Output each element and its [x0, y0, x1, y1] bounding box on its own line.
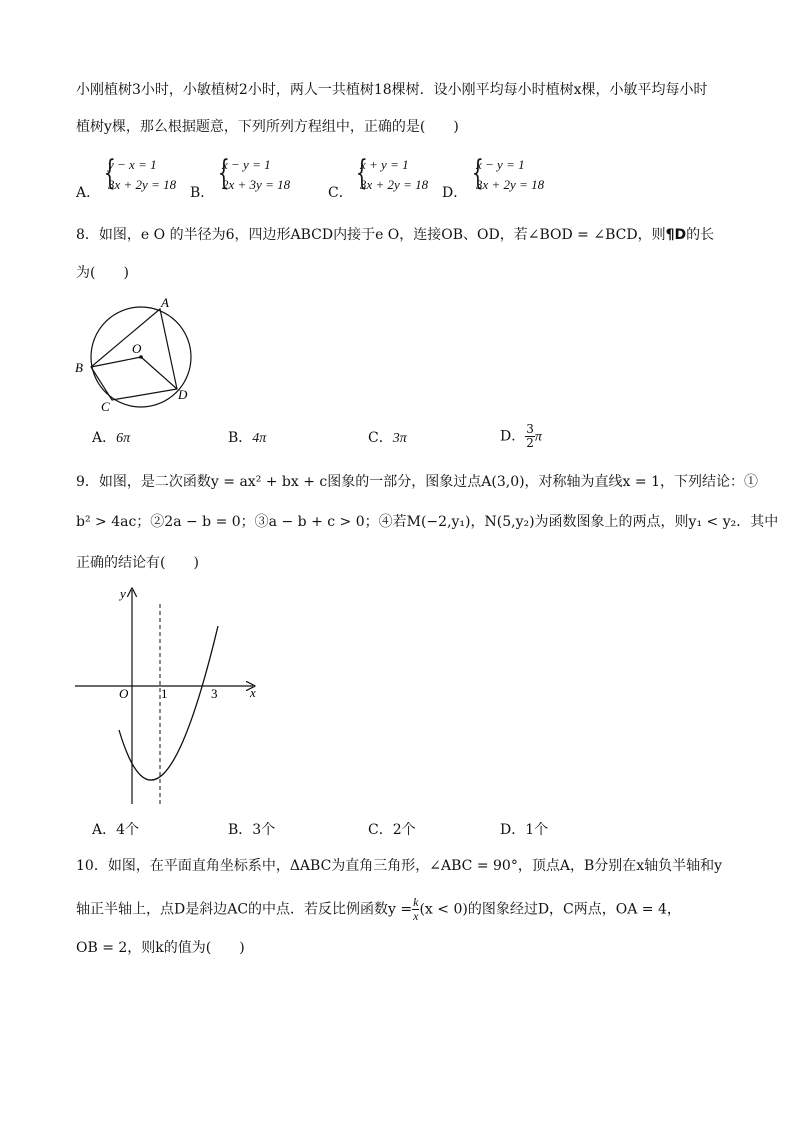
equation-system — [217, 153, 291, 195]
brace-icon: { — [471, 153, 484, 193]
label-o: O — [132, 341, 142, 356]
option-label: B． — [190, 185, 215, 201]
option-label: B． — [228, 430, 253, 446]
q8-option-c[interactable] — [368, 428, 407, 449]
q8-option-a[interactable] — [92, 428, 130, 449]
q8-circle-figure — [70, 295, 210, 420]
fraction-denominator: 2 — [526, 436, 534, 450]
brace-icon: { — [103, 153, 116, 193]
q8-stem-line2: 为( ) — [76, 265, 129, 281]
parabola-curve — [119, 626, 218, 780]
label-origin: O — [119, 686, 129, 701]
q9-option-b[interactable] — [228, 820, 275, 840]
brace-icon: { — [217, 153, 230, 193]
fraction-numerator: 3 — [526, 422, 534, 436]
equation-2: 3x + 2y = 18 — [360, 177, 429, 192]
fraction-denominator: x — [413, 909, 419, 923]
option-label: C． — [368, 822, 393, 838]
q10-stem-line3: OB = 2，则k的值为( ) — [76, 940, 245, 956]
label-three: 3 — [211, 686, 218, 701]
q7-stem-line1: 小刚植树3小时，小敏植树2小时，两人一共植树18棵树．设小刚平均每小时植树x棵，小敏平均每小时 — [76, 82, 708, 98]
label-d: D — [178, 387, 188, 402]
equation-system — [355, 153, 429, 195]
q9-option-a[interactable] — [92, 820, 139, 840]
q9-option-d[interactable] — [500, 820, 548, 840]
option-value: 3个 — [252, 822, 276, 838]
label-one: 1 — [161, 686, 168, 701]
equation-1: y − x = 1 — [108, 157, 157, 172]
equation-2: 3x + 2y = 18 — [476, 177, 545, 192]
option-label: A． — [92, 430, 117, 446]
segment-ob — [91, 357, 141, 367]
q8-option-b[interactable] — [228, 428, 266, 449]
option-value: 2个 — [392, 822, 416, 838]
option-value: 6π — [116, 431, 131, 446]
equation-1: x − y = 1 — [222, 157, 271, 172]
q10-stem-text-a: 轴正半轴上，点D是斜边AC的中点．若反比例函数y = — [76, 901, 413, 918]
option-value: 1个 — [525, 822, 549, 838]
option-value: 3π — [392, 431, 407, 446]
option-label: C． — [328, 185, 353, 201]
fraction — [525, 423, 535, 450]
equation-system — [471, 153, 545, 195]
q9-stem-line3: 正确的结论有( ) — [76, 555, 199, 571]
q9-option-c[interactable] — [368, 820, 416, 840]
q7-stem-line2: 植树y棵，那么根据题意，下列所列方程组中，正确的是( ) — [76, 119, 459, 135]
option-value: 4π — [252, 431, 267, 446]
option-label: D． — [442, 185, 468, 201]
option-label: D． — [500, 428, 526, 445]
equation-system — [103, 153, 177, 195]
option-label: A． — [76, 185, 101, 201]
label-b: B — [75, 360, 83, 375]
label-y: y — [120, 586, 126, 601]
equation-1: x + y = 1 — [360, 157, 409, 172]
q8-stem-end: 的长 — [686, 227, 715, 243]
option-value: 4个 — [116, 822, 140, 838]
q8-option-d[interactable] — [500, 423, 542, 450]
arc-symbol: ¶D — [665, 227, 687, 243]
equation-2: 2x + 3y = 18 — [222, 177, 291, 192]
equation-2: 3x + 2y = 18 — [108, 177, 177, 192]
option-label: A． — [92, 822, 117, 838]
option-label: D． — [500, 822, 526, 838]
fraction-numerator: k — [413, 895, 419, 909]
q9-stem-line1: 9．如图，是二次函数y = ax² + bx + c图象的一部分，图象过点A(3,0)，对称轴为直线x = 1，下列结论：① — [76, 474, 758, 490]
label-c: C — [101, 399, 110, 414]
option-label: B． — [228, 822, 253, 838]
label-a: A — [161, 295, 169, 310]
option-label: C． — [368, 430, 393, 446]
q10-stem-line2 — [76, 896, 681, 923]
q10-stem-text-b: (x < 0)的图象经过D，C两点，OA = 4， — [419, 901, 681, 918]
q9-stem-line2: b² > 4ac；②2a − b = 0；③a − b + c > 0；④若M(−2,y₁)，N(5,y₂)为函数图象上的两点，则y₁ < y₂．其中 — [76, 514, 779, 530]
brace-icon: { — [355, 153, 368, 193]
q8-stem-line1 — [76, 225, 714, 245]
equation-1: x − y = 1 — [476, 157, 525, 172]
q10-stem-line1: 10．如图，在平面直角坐标系中，ΔABC为直角三角形，∠ABC = 90°，顶点A，B分别在x轴负半轴和y — [76, 858, 723, 874]
q9-parabola-figure — [70, 582, 270, 812]
label-x: x — [250, 685, 256, 700]
option-value: π — [534, 429, 542, 445]
q8-stem-text: 8．如图，e O 的半径为6，四边形ABCD内接于e O，连接OB、OD，若∠BOD = ∠BCD，则 — [76, 227, 666, 243]
